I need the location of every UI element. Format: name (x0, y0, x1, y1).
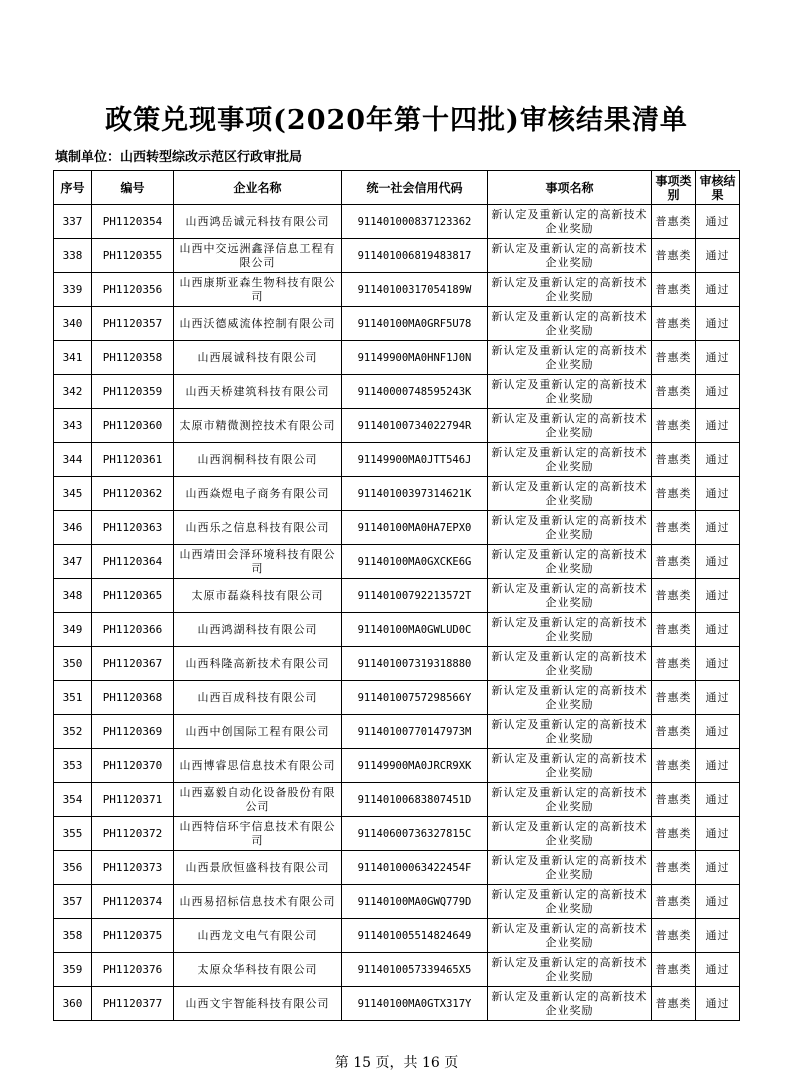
table-row (54, 851, 740, 885)
row-id: PH1120370 (92, 749, 174, 783)
row-category: 普惠类 (652, 579, 696, 613)
row-category: 普惠类 (652, 477, 696, 511)
row-seq: 344 (54, 443, 92, 477)
header-result: 审核结果 (696, 171, 740, 205)
table-row (54, 647, 740, 681)
row-company: 山西乐之信息科技有限公司 (174, 511, 342, 545)
row-item: 新认定及重新认定的高新技术企业奖励 (488, 613, 652, 647)
row-category: 普惠类 (652, 443, 696, 477)
row-seq: 339 (54, 273, 92, 307)
page-title: 政策兑现事项(2020年第十四批)审核结果清单 (105, 105, 688, 136)
row-category: 普惠类 (652, 953, 696, 987)
header-seq: 序号 (54, 171, 92, 205)
row-credit-code: 911401007319318880 (342, 647, 488, 681)
row-company: 山西龙文电气有限公司 (174, 919, 342, 953)
row-category: 普惠类 (652, 715, 696, 749)
row-id: PH1120360 (92, 409, 174, 443)
row-company: 山西靖田会泽环境科技有限公司 (174, 545, 342, 579)
row-item: 新认定及重新认定的高新技术企业奖励 (488, 987, 652, 1021)
table-row (54, 885, 740, 919)
row-category: 普惠类 (652, 817, 696, 851)
row-company: 山西润桐科技有限公司 (174, 443, 342, 477)
row-result: 通过 (696, 885, 740, 919)
filling-unit: 填制单位：山西转型综改示范区行政审批局 (55, 150, 303, 165)
row-id: PH1120377 (92, 987, 174, 1021)
row-credit-code: 91140100063422454F (342, 851, 488, 885)
row-category: 普惠类 (652, 307, 696, 341)
row-result: 通过 (696, 477, 740, 511)
row-category: 普惠类 (652, 681, 696, 715)
row-category: 普惠类 (652, 511, 696, 545)
table-row (54, 443, 740, 477)
row-result: 通过 (696, 817, 740, 851)
row-credit-code: 91140100MA0GRF5U78 (342, 307, 488, 341)
table-row (54, 375, 740, 409)
row-seq: 359 (54, 953, 92, 987)
row-company: 山西景欣恒盛科技有限公司 (174, 851, 342, 885)
row-company: 山西鸿湖科技有限公司 (174, 613, 342, 647)
row-id: PH1120374 (92, 885, 174, 919)
row-result: 通过 (696, 749, 740, 783)
row-item: 新认定及重新认定的高新技术企业奖励 (488, 375, 652, 409)
row-id: PH1120356 (92, 273, 174, 307)
row-company: 山西中交远洲鑫泽信息工程有限公司 (174, 239, 342, 273)
row-credit-code: 91140100770147973M (342, 715, 488, 749)
row-seq: 337 (54, 205, 92, 239)
table-row (54, 477, 740, 511)
row-seq: 348 (54, 579, 92, 613)
row-item: 新认定及重新认定的高新技术企业奖励 (488, 817, 652, 851)
row-item: 新认定及重新认定的高新技术企业奖励 (488, 477, 652, 511)
row-company: 太原众华科技有限公司 (174, 953, 342, 987)
row-id: PH1120359 (92, 375, 174, 409)
row-credit-code: 911401005514824649 (342, 919, 488, 953)
row-seq: 343 (54, 409, 92, 443)
row-id: PH1120365 (92, 579, 174, 613)
row-credit-code: 91140100734022794R (342, 409, 488, 443)
row-company: 山西特信环宇信息技术有限公司 (174, 817, 342, 851)
table-row (54, 919, 740, 953)
row-company: 太原市磊焱科技有限公司 (174, 579, 342, 613)
row-category: 普惠类 (652, 851, 696, 885)
row-credit-code: 91140000748595243K (342, 375, 488, 409)
row-result: 通过 (696, 273, 740, 307)
row-credit-code: 91140100683807451D (342, 783, 488, 817)
table-row (54, 749, 740, 783)
row-result: 通过 (696, 375, 740, 409)
results-table (53, 170, 740, 1021)
table-row (54, 511, 740, 545)
row-category: 普惠类 (652, 613, 696, 647)
row-category: 普惠类 (652, 341, 696, 375)
row-item: 新认定及重新认定的高新技术企业奖励 (488, 511, 652, 545)
row-id: PH1120363 (92, 511, 174, 545)
header-id: 编号 (92, 171, 174, 205)
row-company: 山西百成科技有限公司 (174, 681, 342, 715)
row-id: PH1120367 (92, 647, 174, 681)
row-result: 通过 (696, 443, 740, 477)
row-credit-code: 911401006819483817 (342, 239, 488, 273)
row-result: 通过 (696, 919, 740, 953)
row-credit-code: 91140100757298566Y (342, 681, 488, 715)
table-row (54, 579, 740, 613)
row-result: 通过 (696, 715, 740, 749)
table-row (54, 273, 740, 307)
row-id: PH1120355 (92, 239, 174, 273)
table-row (54, 545, 740, 579)
table-header-row (54, 171, 740, 205)
row-company: 山西焱煜电子商务有限公司 (174, 477, 342, 511)
row-item: 新认定及重新认定的高新技术企业奖励 (488, 681, 652, 715)
row-credit-code: 91140100MA0GXCKE6G (342, 545, 488, 579)
row-category: 普惠类 (652, 647, 696, 681)
table-row (54, 307, 740, 341)
row-id: PH1120361 (92, 443, 174, 477)
row-company: 山西博睿思信息技术有限公司 (174, 749, 342, 783)
header-category: 事项类别 (652, 171, 696, 205)
header-company: 企业名称 (174, 171, 342, 205)
row-id: PH1120373 (92, 851, 174, 885)
row-id: PH1120364 (92, 545, 174, 579)
row-item: 新认定及重新认定的高新技术企业奖励 (488, 715, 652, 749)
row-id: PH1120358 (92, 341, 174, 375)
row-result: 通过 (696, 783, 740, 817)
row-id: PH1120371 (92, 783, 174, 817)
row-seq: 341 (54, 341, 92, 375)
row-item: 新认定及重新认定的高新技术企业奖励 (488, 953, 652, 987)
row-credit-code: 91140100MA0GWLUD0C (342, 613, 488, 647)
row-company: 山西沃德威流体控制有限公司 (174, 307, 342, 341)
row-seq: 350 (54, 647, 92, 681)
header-credit-code: 统一社会信用代码 (342, 171, 488, 205)
row-result: 通过 (696, 239, 740, 273)
row-credit-code: 91140100792213572T (342, 579, 488, 613)
row-category: 普惠类 (652, 239, 696, 273)
table-row (54, 715, 740, 749)
row-company: 山西文宇智能科技有限公司 (174, 987, 342, 1021)
row-result: 通过 (696, 545, 740, 579)
row-seq: 349 (54, 613, 92, 647)
row-item: 新认定及重新认定的高新技术企业奖励 (488, 205, 652, 239)
row-seq: 356 (54, 851, 92, 885)
row-result: 通过 (696, 647, 740, 681)
row-item: 新认定及重新认定的高新技术企业奖励 (488, 545, 652, 579)
row-item: 新认定及重新认定的高新技术企业奖励 (488, 783, 652, 817)
row-category: 普惠类 (652, 919, 696, 953)
row-result: 通过 (696, 579, 740, 613)
row-result: 通过 (696, 341, 740, 375)
row-credit-code: 91149900MA0HNF1J0N (342, 341, 488, 375)
row-result: 通过 (696, 511, 740, 545)
row-id: PH1120369 (92, 715, 174, 749)
row-company: 山西嘉毅自动化设备股份有限公司 (174, 783, 342, 817)
row-company: 山西中创国际工程有限公司 (174, 715, 342, 749)
row-result: 通过 (696, 953, 740, 987)
row-seq: 347 (54, 545, 92, 579)
row-item: 新认定及重新认定的高新技术企业奖励 (488, 919, 652, 953)
row-item: 新认定及重新认定的高新技术企业奖励 (488, 341, 652, 375)
row-result: 通过 (696, 307, 740, 341)
row-id: PH1120376 (92, 953, 174, 987)
row-item: 新认定及重新认定的高新技术企业奖励 (488, 851, 652, 885)
row-seq: 342 (54, 375, 92, 409)
row-item: 新认定及重新认定的高新技术企业奖励 (488, 409, 652, 443)
row-seq: 338 (54, 239, 92, 273)
row-category: 普惠类 (652, 545, 696, 579)
row-credit-code: 91140100MA0HA7EPX0 (342, 511, 488, 545)
row-company: 山西康斯亚森生物科技有限公司 (174, 273, 342, 307)
row-credit-code: 91149900MA0JRCR9XK (342, 749, 488, 783)
table-row (54, 205, 740, 239)
row-seq: 345 (54, 477, 92, 511)
row-id: PH1120375 (92, 919, 174, 953)
table-row (54, 783, 740, 817)
header-item: 事项名称 (488, 171, 652, 205)
table-row (54, 817, 740, 851)
row-credit-code: 91140100MA0GWQ779D (342, 885, 488, 919)
row-result: 通过 (696, 409, 740, 443)
table-row (54, 341, 740, 375)
row-category: 普惠类 (652, 885, 696, 919)
row-credit-code: 91149900MA0JTT546J (342, 443, 488, 477)
row-category: 普惠类 (652, 409, 696, 443)
table-row (54, 681, 740, 715)
table-row (54, 613, 740, 647)
row-credit-code: 91140600736327815C (342, 817, 488, 851)
page-footer: 第 15 页，共 16 页 (334, 1055, 459, 1071)
row-id: PH1120366 (92, 613, 174, 647)
row-item: 新认定及重新认定的高新技术企业奖励 (488, 749, 652, 783)
row-id: PH1120368 (92, 681, 174, 715)
row-company: 山西易招标信息技术有限公司 (174, 885, 342, 919)
row-item: 新认定及重新认定的高新技术企业奖励 (488, 885, 652, 919)
row-credit-code: 9114010057339465X5 (342, 953, 488, 987)
row-company: 山西天桥建筑科技有限公司 (174, 375, 342, 409)
table-row (54, 987, 740, 1021)
row-credit-code: 91140100MA0GTX317Y (342, 987, 488, 1021)
row-item: 新认定及重新认定的高新技术企业奖励 (488, 307, 652, 341)
row-result: 通过 (696, 681, 740, 715)
row-category: 普惠类 (652, 749, 696, 783)
row-company: 山西展诚科技有限公司 (174, 341, 342, 375)
row-seq: 353 (54, 749, 92, 783)
row-id: PH1120362 (92, 477, 174, 511)
row-seq: 357 (54, 885, 92, 919)
table-row (54, 953, 740, 987)
row-item: 新认定及重新认定的高新技术企业奖励 (488, 579, 652, 613)
row-seq: 352 (54, 715, 92, 749)
row-result: 通过 (696, 851, 740, 885)
row-credit-code: 91140100317054189W (342, 273, 488, 307)
row-credit-code: 91140100397314621K (342, 477, 488, 511)
row-category: 普惠类 (652, 205, 696, 239)
row-category: 普惠类 (652, 375, 696, 409)
row-company: 山西鸿岳诚元科技有限公司 (174, 205, 342, 239)
row-seq: 346 (54, 511, 92, 545)
row-result: 通过 (696, 613, 740, 647)
row-id: PH1120357 (92, 307, 174, 341)
row-seq: 354 (54, 783, 92, 817)
row-category: 普惠类 (652, 273, 696, 307)
row-category: 普惠类 (652, 783, 696, 817)
row-result: 通过 (696, 205, 740, 239)
row-item: 新认定及重新认定的高新技术企业奖励 (488, 443, 652, 477)
row-item: 新认定及重新认定的高新技术企业奖励 (488, 273, 652, 307)
row-result: 通过 (696, 987, 740, 1021)
row-company: 太原市精微测控技术有限公司 (174, 409, 342, 443)
row-seq: 355 (54, 817, 92, 851)
table-row (54, 409, 740, 443)
row-company: 山西科隆高新技术有限公司 (174, 647, 342, 681)
row-seq: 351 (54, 681, 92, 715)
row-seq: 360 (54, 987, 92, 1021)
row-item: 新认定及重新认定的高新技术企业奖励 (488, 647, 652, 681)
row-item: 新认定及重新认定的高新技术企业奖励 (488, 239, 652, 273)
row-credit-code: 911401000837123362 (342, 205, 488, 239)
row-seq: 340 (54, 307, 92, 341)
table-row (54, 239, 740, 273)
row-category: 普惠类 (652, 987, 696, 1021)
row-seq: 358 (54, 919, 92, 953)
row-id: PH1120372 (92, 817, 174, 851)
row-id: PH1120354 (92, 205, 174, 239)
